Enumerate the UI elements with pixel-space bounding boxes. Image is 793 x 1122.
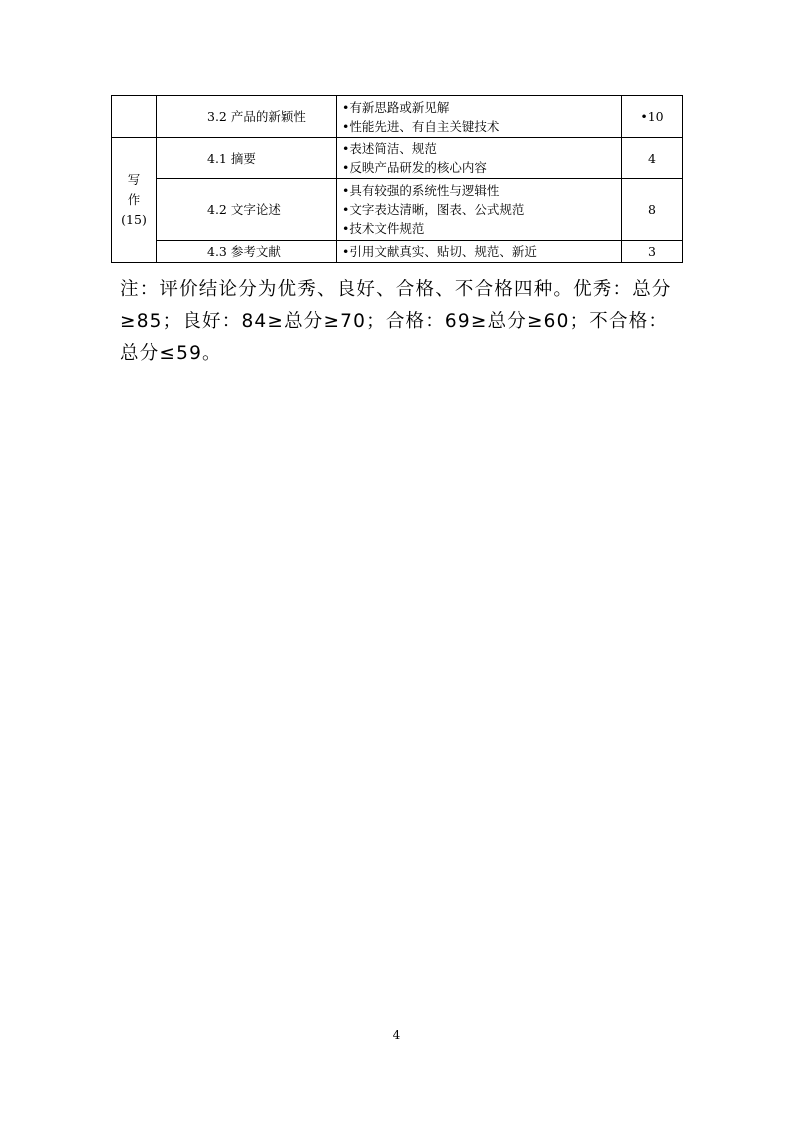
criteria-line: • 表述简洁、规范 bbox=[342, 139, 616, 158]
score-cell: 8 bbox=[622, 179, 683, 241]
score-cell: 3 bbox=[622, 241, 683, 263]
table-row bbox=[112, 179, 683, 241]
page-number: 4 bbox=[392, 1028, 401, 1042]
criteria-line: • 反映产品研发的核心内容 bbox=[342, 158, 616, 177]
evaluation-note: 注：评价结论分为优秀、良好、合格、不合格四种。优秀：总分≥85；良好：84≥总分≥70；合格：69≥总分≥60；不合格：总分≤59。 bbox=[120, 279, 672, 364]
item-cell: 4.3 参考文献 bbox=[157, 241, 337, 263]
table-row bbox=[112, 138, 683, 179]
criteria-cell bbox=[337, 138, 622, 179]
category-line: (15) bbox=[121, 212, 147, 227]
item-cell: 3.2 产品的新颖性 bbox=[157, 96, 337, 138]
category-line: 作 bbox=[127, 192, 141, 207]
criteria-line: • 具有较强的系统性与逻辑性 bbox=[342, 181, 616, 200]
score-cell: •10 bbox=[622, 96, 683, 138]
criteria-cell bbox=[337, 179, 622, 241]
criteria-line: • 引用文献真实、贴切、规范、新近 bbox=[342, 242, 616, 261]
table-row bbox=[112, 96, 683, 138]
item-cell: 4.2 文字论述 bbox=[157, 179, 337, 241]
category-cell bbox=[112, 96, 157, 138]
criteria-cell bbox=[337, 96, 622, 138]
item-cell: 4.1 摘要 bbox=[157, 138, 337, 179]
table-row bbox=[112, 241, 683, 263]
category-line: 写 bbox=[127, 172, 141, 187]
category-cell bbox=[112, 138, 157, 263]
score-cell: 4 bbox=[622, 138, 683, 179]
criteria-line: • 技术文件规范 bbox=[342, 219, 616, 238]
criteria-cell bbox=[337, 241, 622, 263]
criteria-line: • 性能先进、有自主关键技术 bbox=[342, 117, 616, 136]
criteria-line: • 文字表达清晰，图表、公式规范 bbox=[342, 200, 616, 219]
criteria-line: • 有新思路或新见解 bbox=[342, 98, 616, 117]
evaluation-table bbox=[111, 95, 683, 263]
